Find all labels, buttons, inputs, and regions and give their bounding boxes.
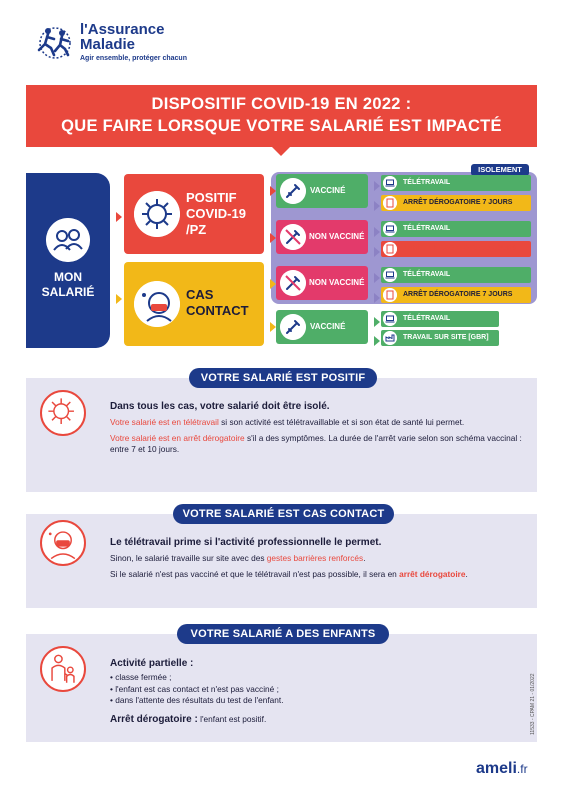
outcome-arret-10: ARRÊT DÉROGATOIRE 10 JOURS: [381, 241, 531, 257]
cas-contact-box: [124, 262, 264, 346]
no-syringe-icon: [280, 270, 306, 296]
outcome-arret-7: ARRÊT DÉROGATOIRE 7 JOURS: [381, 287, 531, 303]
section-positif-heading: Dans tous les cas, votre salarié doit être isolé.: [110, 401, 330, 412]
document-icon: [383, 288, 397, 302]
positif-covid-box: [124, 174, 264, 254]
section-title-positif: VOTRE SALARIÉ EST POSITIF: [189, 368, 377, 388]
enfants-item-1: • classe fermée ;: [110, 672, 172, 682]
running-figures-logo-icon: [32, 22, 78, 60]
pointer-out-1a: [374, 181, 380, 191]
virus-outline-icon: [40, 390, 86, 436]
status-vaccine-positif: VACCINÉ: [276, 174, 368, 208]
document-icon: [383, 242, 397, 256]
status-non-vaccine-contact: NON VACCINÉ: [276, 266, 368, 300]
enfants-item-2: • l'enfant est cas contact et n'est pas vacciné ;: [110, 683, 279, 694]
status-non-vaccine-positif: NON VACCINÉ: [276, 220, 368, 254]
title-line-1: DISPOSITIF COVID-19 EN 2022 :: [151, 95, 412, 113]
enfants-arret: Arrêt dérogatoire : l'enfant est positif.: [110, 713, 267, 725]
laptop-icon: [383, 176, 397, 190]
isolement-badge: ISOLEMENT: [471, 164, 529, 176]
pointer-out-3a: [374, 273, 380, 283]
mon-salarie-label: MON SALARIÉ: [41, 270, 95, 299]
enfants-item-3: • dans l'attente des résultats du test de l'enfant.: [110, 695, 284, 705]
outcome-arret-7: ARRÊT DÉROGATOIRE 7 JOURS: [381, 195, 531, 211]
laptop-icon: [383, 268, 397, 282]
assurance-maladie-logo: [32, 20, 192, 66]
cas-contact-label: CAS CONTACT: [186, 287, 249, 318]
section-contact-p2: Si le salarié n'est pas vacciné et que le télétravail n'est pas possible, il sera en arrêt dérogatoire.: [110, 568, 468, 579]
section-positif-p2: Votre salarié est en arrêt dérogatoire s'il a des symptômes. La durée de l'arrêt varie selon son schéma vaccinal : entre 7 et 10 jours.: [110, 432, 522, 454]
syringe-icon: [280, 178, 306, 204]
syringe-icon: [280, 314, 306, 340]
factory-icon: [383, 331, 397, 345]
no-syringe-icon: [280, 224, 306, 250]
pointer-out-4b: [374, 336, 380, 346]
pointer-out-1b: [374, 201, 380, 211]
section-title-contact: VOTRE SALARIÉ EST CAS CONTACT: [173, 504, 394, 524]
section-positif-text: [110, 400, 525, 460]
outcome-travail-sur-site: TRAVAIL SUR SITE [GBR]: [381, 330, 499, 346]
title-arrow: [271, 146, 291, 156]
outcome-teletravail: TÉLÉTRAVAIL: [381, 311, 499, 327]
section-enfants-text: [110, 657, 525, 726]
logo-tagline: Agir ensemble, protéger chacun: [80, 55, 187, 62]
ameli-logo[interactable]: ameli.fr: [476, 760, 528, 777]
pointer-out-4a: [374, 317, 380, 327]
document-code: 11533 - CPAM 21 - 01/2022: [530, 673, 536, 735]
title-banner: [26, 85, 537, 147]
logo-name: l'Assurance Maladie: [80, 21, 165, 53]
mon-salarie-block: [26, 173, 110, 348]
pointer-contact: [116, 294, 122, 304]
section-enfants-heading: Activité partielle :: [110, 658, 194, 669]
pointer-out-3b: [374, 293, 380, 303]
outcome-teletravail: TÉLÉTRAVAIL: [381, 221, 531, 237]
section-contact-p1: Sinon, le salarié travaille sur site avec des gestes barrières renforcés.: [110, 553, 366, 563]
section-contact-heading: Le télétravail prime si l'activité professionnelle le permet.: [110, 537, 382, 548]
employees-icon: [46, 218, 90, 262]
positif-label: POSITIF COVID-19 /PZ: [186, 190, 246, 237]
pointer-out-2b: [374, 247, 380, 257]
pointer-out-2a: [374, 227, 380, 237]
laptop-icon: [383, 312, 397, 326]
masked-person-icon: [134, 281, 180, 327]
status-vaccine-contact: VACCINÉ: [276, 310, 368, 344]
virus-icon: [134, 191, 180, 237]
pointer-positif: [116, 212, 122, 222]
outcome-teletravail: TÉLÉTRAVAIL: [381, 175, 531, 191]
section-title-enfants: VOTRE SALARIÉ A DES ENFANTS: [177, 624, 389, 644]
parent-child-icon: [40, 646, 86, 692]
title-line-2: QUE FAIRE LORSQUE VOTRE SALARIÉ EST IMPACTÉ: [61, 117, 502, 135]
section-contact-text: [110, 536, 525, 584]
document-icon: [383, 196, 397, 210]
laptop-icon: [383, 222, 397, 236]
section-positif-p1: Votre salarié est en télétravail si son activité est télétravaillable et si son état de santé lui permet.: [110, 417, 465, 427]
outcome-teletravail: TÉLÉTRAVAIL: [381, 267, 531, 283]
masked-person-outline-icon: [40, 520, 86, 566]
